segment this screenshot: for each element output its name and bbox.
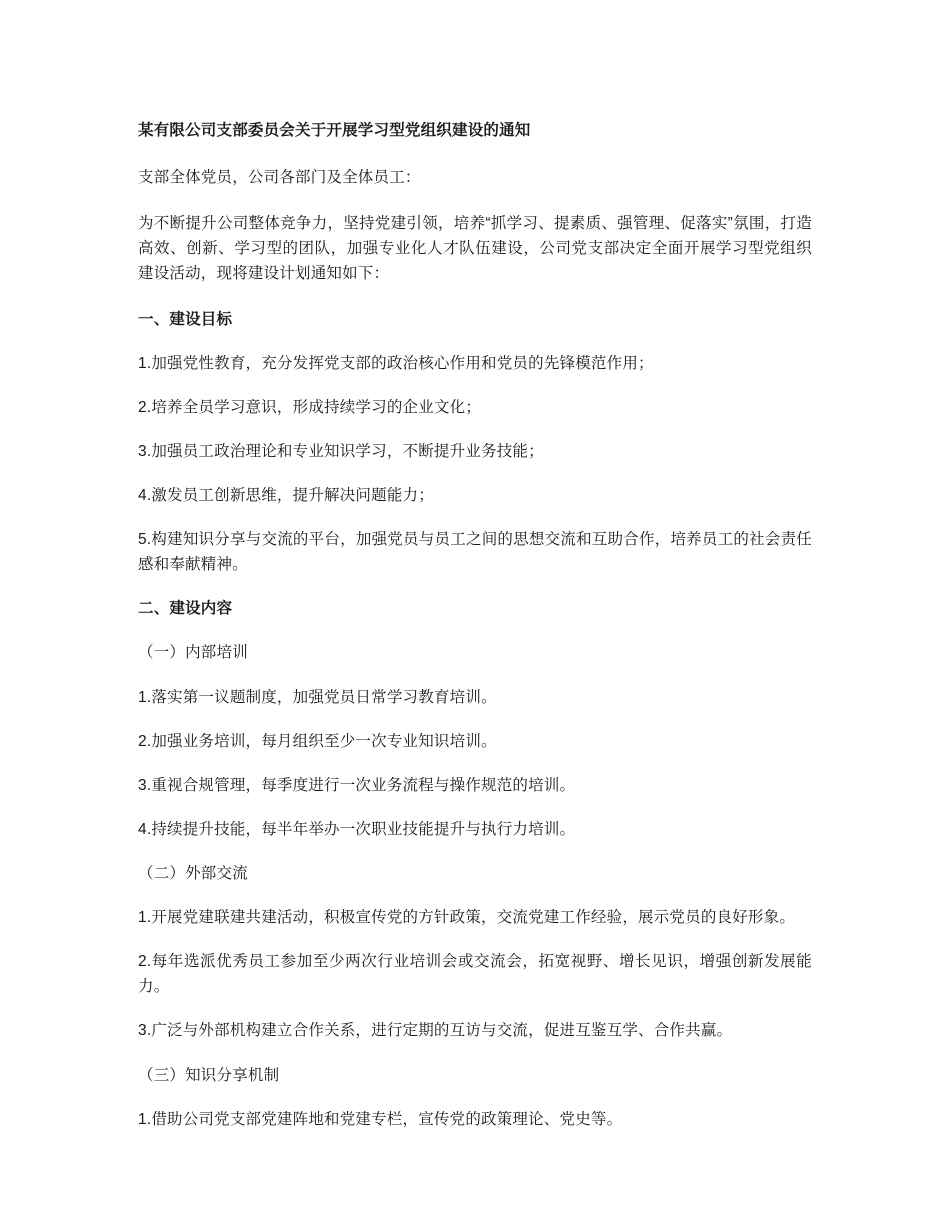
subsection-2-2-item-1: 1.开展党建联建共建活动，积极宣传党的方针政策，交流党建工作经验，展示党员的良好形象。: [138, 909, 796, 927]
subsection-2-2-item-3: 3.广泛与外部机构建立合作关系，进行定期的互访与交流，促进互鉴互学、合作共赢。: [138, 1022, 733, 1040]
section-heading-1: 一、建设目标: [138, 310, 233, 328]
section-1-item-5: 5.构建知识分享与交流的平台，加强党员与员工之间的思想交流和互助合作，培养员工的社会责任感和奉献精神。: [138, 531, 812, 574]
section-heading-2: 二、建设内容: [138, 600, 233, 618]
subsection-2-1-item-3: 3.重视合规管理，每季度进行一次业务流程与操作规范的培训。: [138, 776, 576, 794]
section-1-item-1: 1.加强党性教育，充分发挥党支部的政治核心作用和党员的先锋模范作用；: [138, 354, 654, 372]
subsection-heading-2-3: （三）知识分享机制: [138, 1066, 280, 1084]
subsection-heading-2-2: （二）外部交流: [138, 864, 248, 882]
subsection-heading-2-1: （一）内部培训: [138, 644, 248, 662]
section-1-item-4: 4.激发员工创新思维，提升解决问题能力；: [138, 486, 434, 504]
section-1-item-3: 3.加强员工政治理论和专业知识学习，不断提升业务技能；: [138, 442, 544, 460]
section-1-item-2: 2.培养全员学习意识，形成持续学习的企业文化；: [138, 398, 482, 416]
salutation: 支部全体党员，公司各部门及全体员工：: [138, 169, 421, 187]
subsection-2-3-item-1: 1.借助公司党支部党建阵地和党建专栏，宣传党的政策理论、党史等。: [138, 1110, 623, 1128]
subsection-2-1-item-4: 4.持续提升技能，每半年举办一次职业技能提升与执行力培训。: [138, 820, 576, 838]
lead-paragraph: 为不断提升公司整体竞争力，坚持党建引领，培养“抓学习、提素质、强管理、促落实”氛围，打造高效、创新、学习型的团队，加强专业化人才队伍建设，公司党支部决定全面开展学习型党组织建设活动，现将建设计划通知如下：: [138, 215, 812, 283]
document-title: 某有限公司支部委员会关于开展学习型党组织建设的通知: [138, 122, 531, 139]
subsection-2-1-item-2: 2.加强业务培训，每月组织至少一次专业知识培训。: [138, 732, 497, 750]
subsection-2-2-item-2: 2.每年选派优秀员工参加至少两次行业培训会或交流会，拓宽视野、增长见识，增强创新发展能力。: [138, 953, 812, 996]
subsection-2-1-item-1: 1.落实第一议题制度，加强党员日常学习教育培训。: [138, 688, 497, 706]
document-body: [138, 118, 812, 1132]
